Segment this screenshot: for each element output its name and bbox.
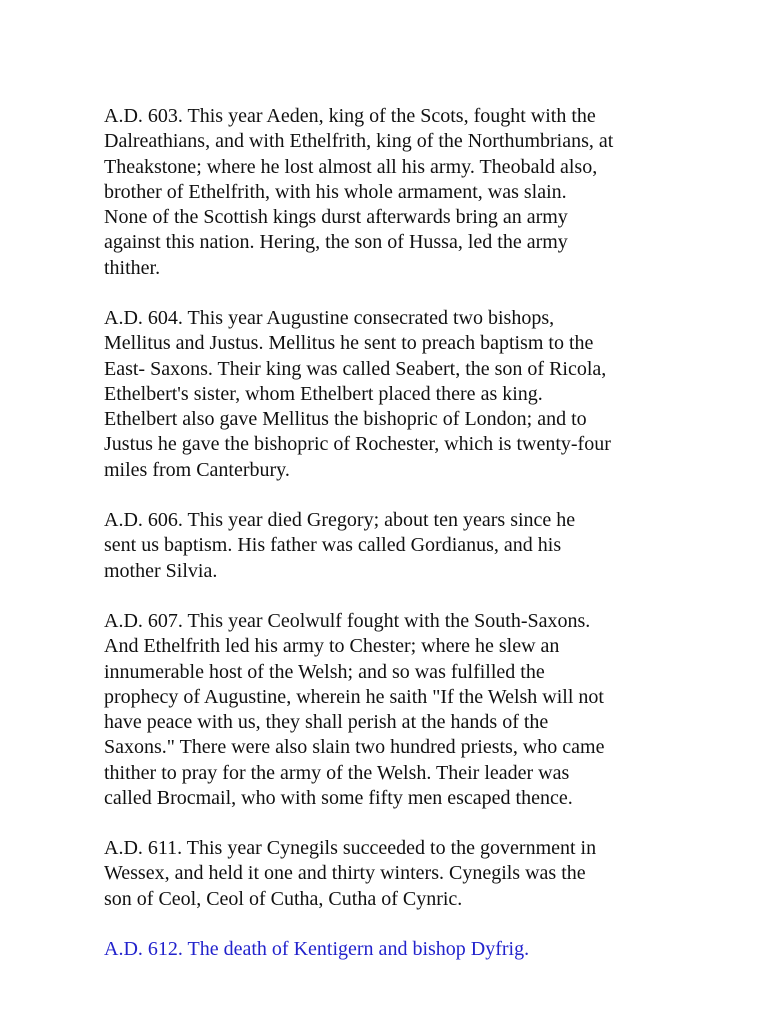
text-line: sent us baptism. His father was called Gordianus, and his: [104, 534, 562, 557]
text-line: Ethelbert's sister, whom Ethelbert placed there as king.: [104, 382, 543, 405]
text-line: prophecy of Augustine, wherein he saith "If the Welsh will not: [104, 685, 604, 708]
text-line: thither.: [104, 256, 161, 279]
text-line: have peace with us, they shall perish at the hands of the: [104, 711, 549, 734]
text-line: Theakstone; where he lost almost all his army. Theobald also,: [104, 155, 598, 178]
text-line: Justus he gave the bishopric of Rochester, which is twenty-four: [104, 433, 611, 456]
entry-ad-603: [104, 104, 704, 281]
entry-ad-611: [104, 836, 704, 912]
text-line: East- Saxons. Their king was called Seabert, the son of Ricola,: [104, 357, 607, 380]
text-line: thither to pray for the army of the Welsh. Their leader was: [104, 761, 570, 784]
text-line: Dalreathians, and with Ethelfrith, king of the Northumbrians, at: [104, 130, 614, 153]
text-line: Ethelbert also gave Mellitus the bishopric of London; and to: [104, 408, 587, 431]
text-line: mother Silvia.: [104, 559, 218, 582]
text-line: A.D. 604. This year Augustine consecrated two bishops,: [104, 307, 555, 329]
entry-ad-607: [104, 609, 704, 811]
text-line: Wessex, and held it one and thirty winters. Cynegils was the: [104, 862, 586, 885]
text-line: And Ethelfrith led his army to Chester; where he slew an: [104, 635, 560, 658]
text-line: A.D. 606. This year died Gregory; about ten years since he: [104, 509, 576, 531]
text-line: against this nation. Hering, the son of Hussa, led the army: [104, 231, 568, 254]
text-line: A.D. 603. This year Aeden, king of the Scots, fought with the: [104, 105, 596, 127]
text-line: brother of Ethelfrith, with his whole armament, was slain.: [104, 180, 567, 203]
text-line: Saxons." There were also slain two hundred priests, who came: [104, 736, 605, 759]
text-line: miles from Canterbury.: [104, 458, 290, 481]
text-line: son of Ceol, Ceol of Cutha, Cutha of Cynric.: [104, 887, 463, 910]
text-line: A.D. 611. This year Cynegils succeeded to the government in: [104, 837, 597, 859]
text-line: None of the Scottish kings durst afterwards bring an army: [104, 206, 568, 229]
text-line: called Brocmail, who with some fifty men escaped thence.: [104, 787, 573, 810]
text-line: Mellitus and Justus. Mellitus he sent to preach baptism to the: [104, 332, 594, 355]
entry-ad-606: [104, 508, 704, 584]
entry-ad-604: [104, 306, 704, 483]
text-line: A.D. 607. This year Ceolwulf fought with the South-Saxons.: [104, 610, 591, 632]
entry-ad-612: [104, 937, 704, 962]
entry-link[interactable]: A.D. 612. The death of Kentigern and bishop Dyfrig.: [104, 938, 530, 960]
text-line: innumerable host of the Welsh; and so was fulfilled the: [104, 660, 545, 683]
